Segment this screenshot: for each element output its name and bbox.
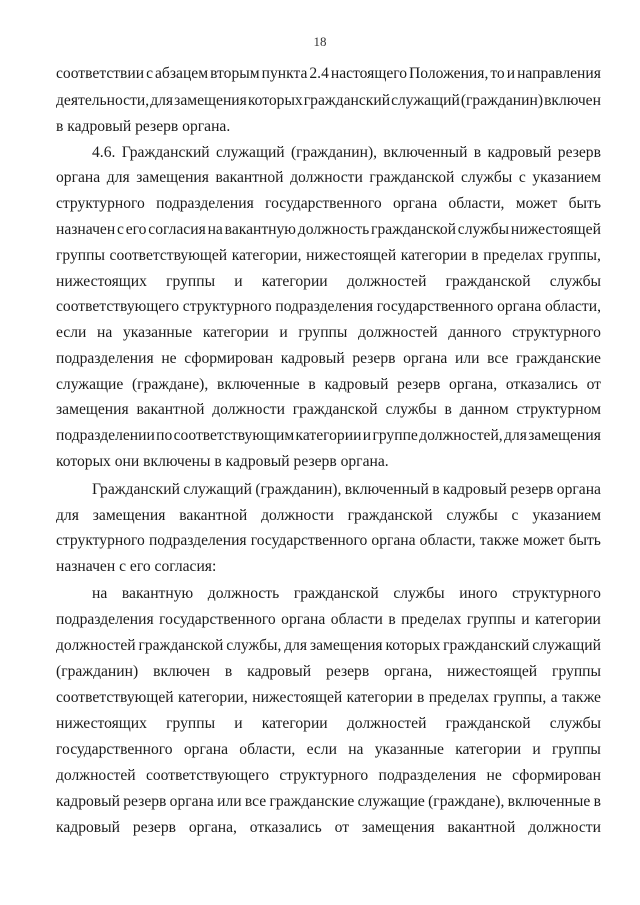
word: подразделения <box>148 532 247 549</box>
word: гражданской <box>293 585 379 602</box>
word: нижестоящей <box>306 247 397 264</box>
word: службы, <box>226 637 282 654</box>
text-line <box>56 506 601 526</box>
word: структурного <box>512 324 601 341</box>
word: пределах <box>428 689 489 706</box>
text-line <box>56 375 601 395</box>
word: органа <box>497 298 542 315</box>
word: гражданской <box>445 273 531 290</box>
word: должностей, <box>419 427 503 444</box>
word: если <box>306 741 337 758</box>
word: гражданской <box>369 169 455 186</box>
word: пределах <box>483 247 544 264</box>
word: замещения <box>136 169 209 186</box>
word: не <box>486 767 502 784</box>
text-line <box>56 766 601 786</box>
word: данном <box>459 401 509 418</box>
word: нижестоящей <box>510 221 601 238</box>
word: сформирован <box>184 350 274 367</box>
word: с <box>518 169 526 186</box>
word: быть <box>568 195 601 212</box>
word: для <box>284 637 308 654</box>
word: категории <box>346 689 413 706</box>
word: абзацем <box>155 65 209 82</box>
word: для <box>56 507 79 524</box>
word: сформирован <box>512 767 601 784</box>
word: должностей <box>346 715 427 732</box>
word: также <box>479 532 519 549</box>
word: не <box>161 350 177 367</box>
word: подразделения <box>56 350 154 367</box>
word: структурного <box>182 298 272 315</box>
word: от <box>334 819 350 836</box>
word: все <box>244 793 267 810</box>
word: в <box>416 689 425 706</box>
word: нижестоящих <box>56 273 147 290</box>
word: пределах <box>401 611 462 628</box>
word: структурного <box>56 532 145 549</box>
word: органа <box>403 350 448 367</box>
word: замещения <box>174 92 247 109</box>
word: включен <box>544 92 601 109</box>
word: кадровый <box>280 350 345 367</box>
word: области, <box>419 532 476 549</box>
word: замещения <box>92 507 166 524</box>
text-line <box>56 168 601 188</box>
text-line <box>56 246 601 266</box>
text-line <box>92 480 601 500</box>
word: если <box>56 324 87 341</box>
word: (гражданин), <box>290 144 378 161</box>
word: должностей <box>346 273 427 290</box>
word: вакантную <box>224 221 296 238</box>
word: должность <box>297 221 370 238</box>
word: в <box>593 793 601 810</box>
word: указанные <box>122 324 193 341</box>
word: замещения <box>361 819 435 836</box>
word: должности <box>528 819 601 836</box>
word: Гражданский <box>121 144 210 161</box>
word: службы <box>549 273 601 290</box>
word: деятельности, <box>56 92 150 109</box>
word: включенный <box>383 144 468 161</box>
word: органа <box>392 195 438 212</box>
word: группы <box>551 741 601 758</box>
word: в <box>432 481 440 498</box>
word: группы, <box>493 689 547 706</box>
word: и <box>521 611 530 628</box>
word: 2.4 <box>309 65 329 82</box>
word: указанные <box>374 741 444 758</box>
word: структурного <box>512 585 601 602</box>
word: органа, <box>449 376 498 393</box>
word: служащий <box>215 144 285 161</box>
word: вторым <box>210 65 260 82</box>
word: государственного <box>159 611 276 628</box>
text-line: которых они включены в кадровый резерв органа. <box>56 453 389 470</box>
word: группы <box>166 715 216 732</box>
word: должности <box>261 507 334 524</box>
word: нижестоящих <box>56 715 147 732</box>
word: области, <box>448 195 505 212</box>
text-line <box>56 610 601 630</box>
word: вакантной <box>215 169 284 186</box>
word: в <box>224 663 233 680</box>
word: кадровый <box>56 793 120 810</box>
word: включенные <box>217 376 300 393</box>
word: соответствии <box>56 65 145 82</box>
word: резерв <box>397 376 441 393</box>
word: а <box>550 689 558 706</box>
word: категории <box>261 715 328 732</box>
word: подразделении <box>56 427 155 444</box>
word: согласия <box>148 221 206 238</box>
word: структурного <box>279 767 369 784</box>
word: кадровый <box>247 663 312 680</box>
word: категории <box>295 427 362 444</box>
word: органа <box>183 741 229 758</box>
word: или <box>217 793 242 810</box>
word: на <box>92 585 108 602</box>
word: органа, <box>188 819 237 836</box>
text-line <box>56 714 601 734</box>
word: включенный <box>344 481 429 498</box>
word: группы <box>56 247 105 264</box>
word: органа <box>371 532 416 549</box>
word: гражданской <box>445 715 531 732</box>
word: резерв <box>132 819 176 836</box>
word: в <box>388 611 396 628</box>
word: которых <box>247 92 303 109</box>
word: все <box>487 350 509 367</box>
word: нижестоящей <box>447 663 538 680</box>
text-line <box>56 194 601 214</box>
word: подразделения <box>56 611 154 628</box>
word: гражданской <box>347 507 433 524</box>
word: и <box>362 427 372 444</box>
word: то <box>490 65 505 82</box>
word: группы, <box>548 247 601 264</box>
word: на <box>348 741 364 758</box>
word: в <box>308 376 316 393</box>
word: (гражданин) <box>460 92 544 109</box>
word: его <box>125 221 147 238</box>
word: для <box>150 92 174 109</box>
word: кадровый <box>56 819 120 836</box>
word: иного <box>459 585 498 602</box>
word: группе <box>372 427 418 444</box>
word: гражданской <box>292 401 378 418</box>
word: подразделения <box>378 767 477 784</box>
word: служащий <box>532 637 601 654</box>
word: службы <box>549 715 601 732</box>
word: с <box>146 65 154 82</box>
word: подразделения <box>275 298 374 315</box>
text-line <box>56 349 601 369</box>
word: вакантной <box>136 401 205 418</box>
text-line <box>56 531 601 551</box>
word: также <box>561 689 601 706</box>
word: органа <box>169 793 214 810</box>
word: отказались <box>249 819 322 836</box>
word: категории <box>261 273 328 290</box>
word: гражданский <box>443 637 530 654</box>
word: службы <box>460 169 513 186</box>
word: гражданские <box>269 793 355 810</box>
word: (граждане), <box>428 793 505 810</box>
word: включен <box>153 663 210 680</box>
word: и <box>234 273 243 290</box>
word: категории, <box>231 247 302 264</box>
word: замещения <box>309 637 383 654</box>
word: данного <box>448 324 502 341</box>
word: и <box>506 65 516 82</box>
word: органа <box>56 169 101 186</box>
word: резерв <box>326 663 370 680</box>
word: службы <box>457 221 510 238</box>
word: соответствующей <box>109 247 228 264</box>
text-line <box>56 792 601 812</box>
word: в <box>473 144 482 161</box>
word: соответствующей <box>56 689 174 706</box>
word: пункта <box>261 65 308 82</box>
word: служащий <box>183 481 252 498</box>
word: отказались <box>505 376 578 393</box>
word: замещения <box>56 401 129 418</box>
word: резерв <box>352 350 396 367</box>
text-line <box>56 272 601 292</box>
word: нижестоящей <box>252 689 343 706</box>
text-line <box>56 400 601 420</box>
word: кадровый <box>442 481 507 498</box>
word: области <box>330 611 383 628</box>
word: или <box>455 350 480 367</box>
text-line <box>56 818 601 838</box>
text-line <box>56 220 601 240</box>
word: категории, <box>178 689 248 706</box>
word: на <box>97 324 113 341</box>
word: службы <box>393 585 445 602</box>
word: группы <box>466 611 516 628</box>
word: и <box>234 715 243 732</box>
word: может <box>522 532 565 549</box>
word: (гражданин) <box>56 663 139 680</box>
word: службы <box>385 401 437 418</box>
word: должность <box>207 585 280 602</box>
word: в <box>444 401 452 418</box>
word: должностей <box>56 767 136 784</box>
word: вакантной <box>179 507 248 524</box>
word: службы <box>446 507 498 524</box>
word: замещения <box>528 427 601 444</box>
word: категории <box>535 611 601 628</box>
word: органа <box>556 481 601 498</box>
word: вакантную <box>121 585 194 602</box>
word: служащие <box>357 793 425 810</box>
word: (граждане), <box>131 376 209 393</box>
word: для <box>504 427 527 444</box>
word: по <box>156 427 173 444</box>
word: служащий <box>391 92 460 109</box>
word: соответствующего <box>145 767 270 784</box>
word: области, <box>544 298 601 315</box>
word: направления <box>517 65 601 82</box>
word: должности <box>290 169 363 186</box>
word: быть <box>568 532 601 549</box>
text-line <box>56 688 601 708</box>
word: кадровый <box>324 376 389 393</box>
word: с <box>511 507 519 524</box>
text-line <box>92 584 601 604</box>
word: с <box>117 221 124 238</box>
word: может <box>515 195 558 212</box>
word: категории <box>400 247 467 264</box>
word: группы <box>552 663 601 680</box>
text-line <box>56 426 601 446</box>
word: указанием <box>532 507 601 524</box>
word: категории <box>202 324 269 341</box>
text-line <box>92 143 601 163</box>
word: органа <box>281 611 326 628</box>
word: структурного <box>56 195 145 212</box>
word: гражданские <box>516 350 601 367</box>
word: гражданский <box>303 92 391 109</box>
text-line <box>56 297 601 317</box>
word: в <box>471 247 479 264</box>
word: указанием <box>532 169 601 186</box>
word: государственного <box>250 532 368 549</box>
word: (гражданин), <box>255 481 342 498</box>
word: и <box>532 741 541 758</box>
word: области, <box>239 741 296 758</box>
text-line <box>56 91 601 111</box>
word: которых <box>385 637 441 654</box>
page-number: 18 <box>313 34 327 49</box>
word: и <box>279 324 288 341</box>
word: гражданской <box>138 637 224 654</box>
word: подразделения <box>156 195 254 212</box>
word: вакантной <box>447 819 516 836</box>
word: категории <box>455 741 522 758</box>
text-line: назначен с его согласия: <box>56 558 217 575</box>
word: соответствующим <box>173 427 295 444</box>
word: назначен <box>56 221 116 238</box>
word: 4.6. <box>92 144 116 161</box>
text-line <box>56 323 601 343</box>
word: резерв <box>510 481 554 498</box>
word: органа, <box>384 663 433 680</box>
word: Гражданский <box>92 481 180 498</box>
word: кадровый <box>487 144 552 161</box>
word: структурном <box>516 401 601 418</box>
word: от <box>586 376 601 393</box>
word: группы <box>166 273 216 290</box>
word: резерв <box>557 144 601 161</box>
word: гражданской <box>371 221 456 238</box>
word: государственного <box>56 741 173 758</box>
word: группы <box>298 324 348 341</box>
word: для <box>106 169 130 186</box>
word: должностей <box>56 637 136 654</box>
word: резерв <box>123 793 167 810</box>
text-line <box>56 740 601 760</box>
text-line <box>56 64 601 84</box>
word: государственного <box>265 195 382 212</box>
text-line <box>56 662 601 682</box>
word: соответствующего <box>56 298 180 315</box>
word: настоящего <box>330 65 408 82</box>
word: должностей <box>358 324 438 341</box>
text-line <box>56 636 601 656</box>
text-line: в кадровый резерв органа. <box>56 118 231 135</box>
word: государственного <box>376 298 494 315</box>
word: должности <box>212 401 285 418</box>
word: на <box>207 221 223 238</box>
word: служащие <box>56 376 124 393</box>
word: включенные <box>507 793 591 810</box>
word: Положения, <box>409 65 489 82</box>
